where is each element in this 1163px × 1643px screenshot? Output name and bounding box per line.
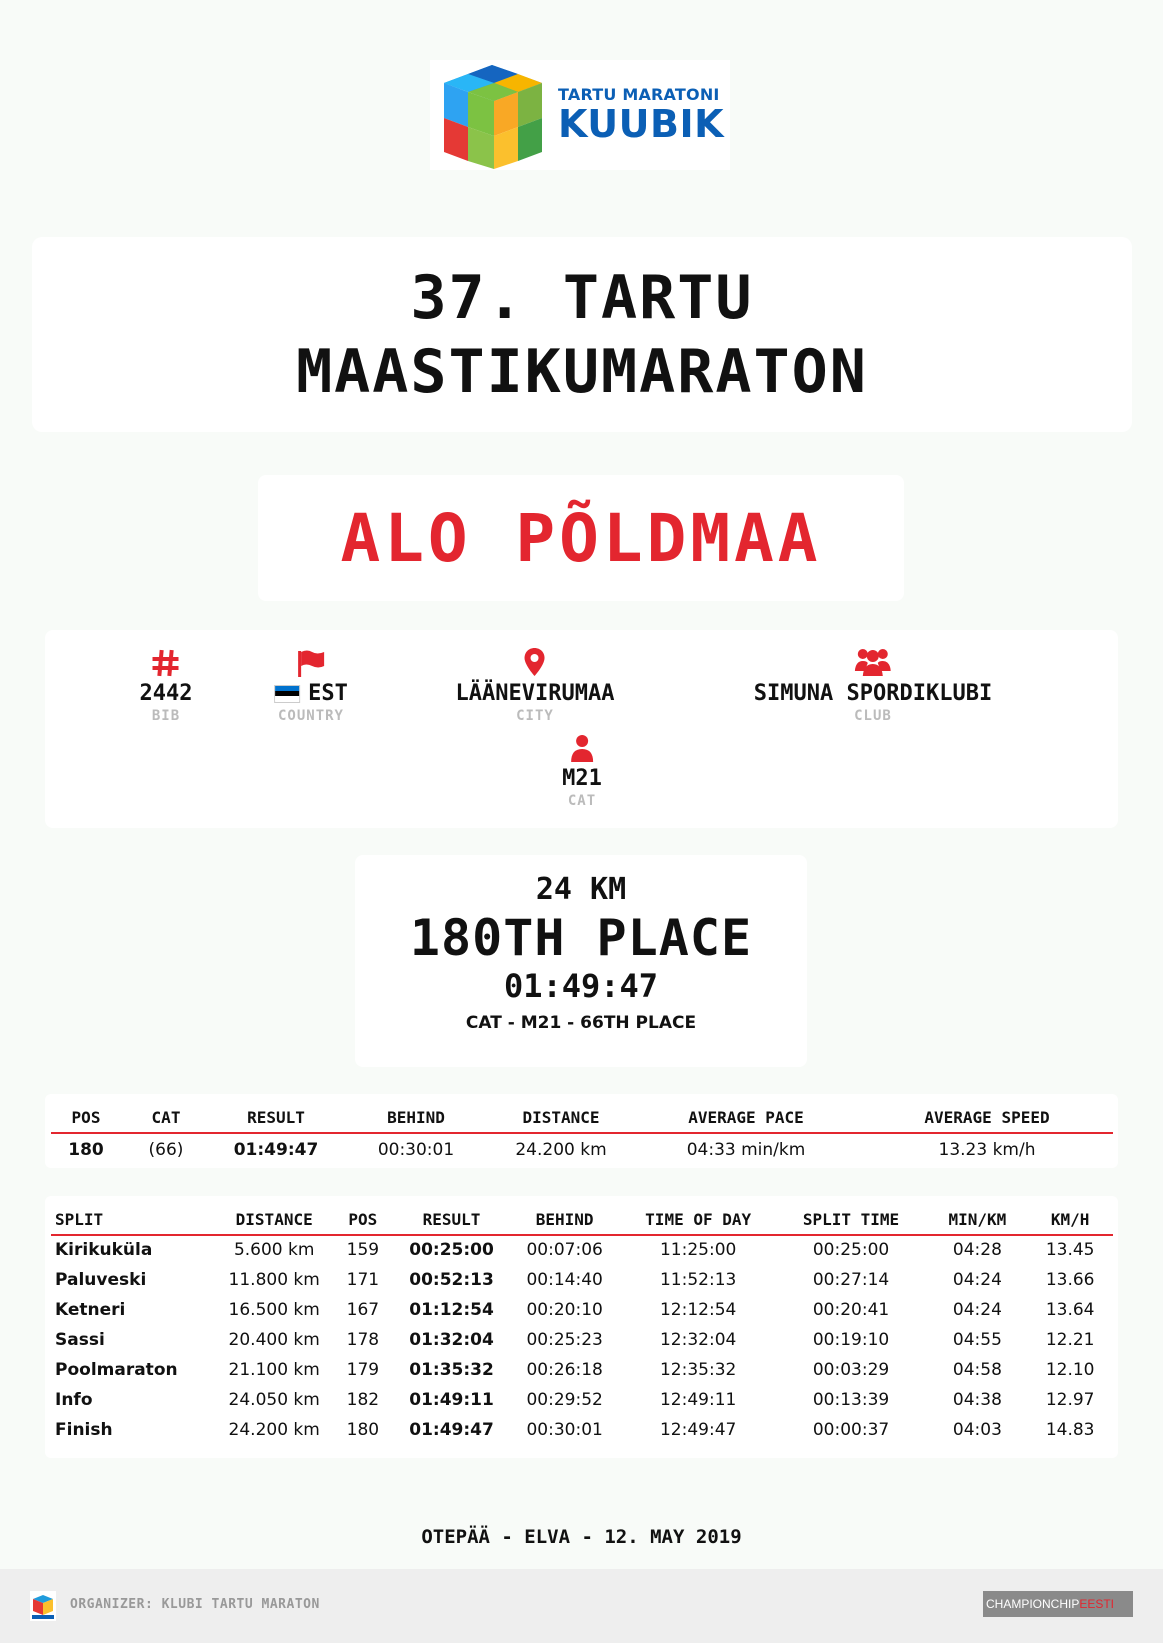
- split-row: [51, 1296, 1113, 1326]
- split-min-km: 04:38: [952, 1390, 1002, 1410]
- splits-header-row: [51, 1204, 1113, 1235]
- splits-header: POS: [330, 1204, 395, 1235]
- race-distance: 24 KM: [535, 872, 627, 907]
- athlete-name: ALO PÕLDMAA: [340, 499, 822, 577]
- split-split-time: 00:13:39: [812, 1390, 890, 1410]
- summary-header: POS: [51, 1102, 121, 1133]
- athlete-info: [45, 630, 1118, 828]
- race-logo: [430, 60, 730, 170]
- split-min-km: 04:24: [952, 1300, 1002, 1320]
- split-result: 01:12:54: [409, 1300, 494, 1320]
- split-behind: 00:14:40: [526, 1270, 603, 1290]
- split-pos: 159: [346, 1240, 380, 1260]
- split-name: Paluveski: [55, 1270, 147, 1290]
- city-label: CITY: [516, 708, 554, 724]
- summary-row: [51, 1133, 1113, 1166]
- split-km-h: 13.66: [1045, 1270, 1095, 1290]
- split-km-h: 13.64: [1045, 1300, 1095, 1320]
- summary-cell: 01:49:47: [233, 1140, 319, 1160]
- country-code: EST: [308, 681, 348, 706]
- split-result: 01:35:32: [409, 1360, 494, 1380]
- split-behind: 00:20:10: [526, 1300, 603, 1320]
- flag-icon: [296, 649, 326, 677]
- split-km-h: 12.97: [1045, 1390, 1095, 1410]
- splits-body: [51, 1235, 1113, 1446]
- championchip-text: CHAMPIONCHIP: [986, 1597, 1080, 1611]
- splits-header: MIN/KM: [927, 1204, 1027, 1235]
- club-value: SIMUNA SPORDIKLUBI: [753, 681, 993, 706]
- split-split-time: 00:03:29: [812, 1360, 890, 1380]
- split-min-km: 04:55: [952, 1330, 1002, 1350]
- split-split-time: 00:27:14: [812, 1270, 890, 1290]
- splits-header: SPLIT TIME: [775, 1204, 928, 1235]
- mini-cube-logo-icon: [30, 1591, 56, 1621]
- split-behind: 00:29:52: [526, 1390, 603, 1410]
- split-name: Ketneri: [55, 1300, 126, 1320]
- cat-label: CAT: [567, 793, 597, 809]
- summary-table-box: [45, 1094, 1118, 1168]
- bib-value: 2442: [139, 681, 193, 706]
- split-name: Info: [55, 1390, 93, 1410]
- summary-cell: 180: [68, 1140, 104, 1160]
- split-split-time: 00:00:37: [812, 1420, 890, 1440]
- split-time-of-day: 11:25:00: [659, 1240, 737, 1260]
- split-row: [51, 1356, 1113, 1386]
- split-time-of-day: 12:49:11: [659, 1390, 737, 1410]
- split-distance: 24.200 km: [228, 1420, 320, 1440]
- split-distance: 5.600 km: [233, 1240, 315, 1260]
- split-name: Kirikuküla: [55, 1240, 153, 1260]
- summary-cell: 04:33 min/km: [686, 1140, 806, 1160]
- hash-icon: [153, 649, 179, 677]
- summary-cell: 00:30:01: [377, 1140, 455, 1160]
- split-time-of-day: 12:12:54: [659, 1300, 737, 1320]
- summary-header: AVERAGE PACE: [631, 1102, 861, 1133]
- bib-label: BIB: [151, 708, 181, 724]
- logo-line2: KUUBIK: [558, 102, 725, 146]
- split-pos: 167: [346, 1300, 380, 1320]
- split-distance: 11.800 km: [228, 1270, 320, 1290]
- split-behind: 00:30:01: [526, 1420, 603, 1440]
- splits-header: BEHIND: [508, 1204, 622, 1235]
- overall-place: 180TH PLACE: [409, 909, 753, 967]
- event-title: [32, 237, 1132, 432]
- split-row: [51, 1386, 1113, 1416]
- split-time-of-day: 11:52:13: [659, 1270, 737, 1290]
- championchip-eesti: EESTI: [1079, 1597, 1115, 1611]
- summary-cell: (66): [148, 1140, 184, 1160]
- split-result: 01:32:04: [409, 1330, 494, 1350]
- summary-cell: 24.200 km: [515, 1140, 607, 1160]
- split-distance: 16.500 km: [228, 1300, 320, 1320]
- page-footer: [0, 1569, 1163, 1643]
- split-result: 00:25:00: [409, 1240, 494, 1260]
- split-behind: 00:07:06: [526, 1240, 603, 1260]
- split-pos: 178: [346, 1330, 380, 1350]
- split-split-time: 00:20:41: [812, 1300, 890, 1320]
- split-min-km: 04:24: [952, 1270, 1002, 1290]
- summary-header-row: [51, 1102, 1113, 1133]
- split-time-of-day: 12:32:04: [659, 1330, 737, 1350]
- split-name: Sassi: [55, 1330, 105, 1350]
- split-km-h: 13.45: [1045, 1240, 1095, 1260]
- split-km-h: 12.10: [1045, 1360, 1095, 1380]
- split-name: Poolmaraton: [55, 1360, 178, 1380]
- split-split-time: 00:25:00: [812, 1240, 890, 1260]
- logo-line1: TARTU MARATONI: [558, 85, 720, 104]
- split-result: 01:49:47: [409, 1420, 494, 1440]
- split-time-of-day: 12:35:32: [659, 1360, 737, 1380]
- split-pos: 171: [346, 1270, 380, 1290]
- split-distance: 20.400 km: [228, 1330, 320, 1350]
- split-row: [51, 1416, 1113, 1446]
- split-pos: 179: [346, 1360, 380, 1380]
- split-pos: 182: [346, 1390, 380, 1410]
- summary-header: DISTANCE: [491, 1102, 631, 1133]
- summary-header: BEHIND: [341, 1102, 491, 1133]
- users-icon: [855, 647, 891, 677]
- organizer-text: ORGANIZER: KLUBI TARTU MARATON: [70, 1597, 320, 1612]
- split-name: Finish: [55, 1420, 113, 1440]
- splits-table: [51, 1204, 1113, 1446]
- summary-table: [51, 1102, 1113, 1166]
- result-summary: [355, 855, 807, 1067]
- country-label: COUNTRY: [277, 708, 344, 724]
- split-min-km: 04:03: [952, 1420, 1002, 1440]
- splits-header: RESULT: [395, 1204, 507, 1235]
- split-km-h: 14.83: [1045, 1420, 1095, 1440]
- split-result: 01:49:11: [409, 1390, 494, 1410]
- summary-header: AVERAGE SPEED: [861, 1102, 1113, 1133]
- estonia-flag-icon: [274, 685, 300, 703]
- bib-item: [140, 645, 193, 724]
- category-place: CAT - M21 - 66TH PLACE: [465, 1013, 697, 1033]
- map-marker-icon: [524, 647, 546, 677]
- championchip-logo: [983, 1591, 1133, 1617]
- event-location-date: OTEPÄÄ - ELVA - 12. MAY 2019: [421, 1526, 742, 1548]
- splits-header: SPLIT: [51, 1204, 218, 1235]
- split-row: [51, 1266, 1113, 1296]
- cube-logo-icon: [434, 61, 552, 169]
- club-item: [754, 645, 992, 724]
- event-title-line2: MAASTIKUMARATON: [296, 336, 868, 407]
- split-km-h: 12.21: [1045, 1330, 1095, 1350]
- splits-header: DISTANCE: [218, 1204, 330, 1235]
- country-value: [274, 681, 348, 706]
- split-row: [51, 1235, 1113, 1266]
- summary-header: RESULT: [211, 1102, 341, 1133]
- split-behind: 00:25:23: [526, 1330, 603, 1350]
- user-icon: [570, 734, 594, 762]
- event-title-line1: 37. TARTU: [410, 262, 754, 333]
- summary-header: CAT: [121, 1102, 211, 1133]
- club-label: CLUB: [854, 708, 892, 724]
- athlete-name-box: [258, 475, 904, 601]
- split-distance: 21.100 km: [228, 1360, 320, 1380]
- split-distance: 24.050 km: [228, 1390, 320, 1410]
- cat-item: [562, 730, 602, 809]
- split-time-of-day: 12:49:47: [659, 1420, 737, 1440]
- split-split-time: 00:19:10: [812, 1330, 890, 1350]
- splits-table-box: [45, 1196, 1118, 1458]
- split-result: 00:52:13: [409, 1270, 494, 1290]
- split-min-km: 04:28: [952, 1240, 1002, 1260]
- city-value: LÄÄNEVIRUMAA: [455, 681, 615, 706]
- split-row: [51, 1326, 1113, 1356]
- split-pos: 180: [346, 1420, 380, 1440]
- split-behind: 00:26:18: [526, 1360, 603, 1380]
- splits-header: KM/H: [1027, 1204, 1113, 1235]
- split-min-km: 04:58: [952, 1360, 1002, 1380]
- cat-value: M21: [562, 766, 602, 791]
- finish-time: 01:49:47: [503, 967, 659, 1005]
- country-item: [274, 645, 348, 724]
- splits-header: TIME OF DAY: [622, 1204, 775, 1235]
- city-item: [456, 645, 615, 724]
- summary-cell: 13.23 km/h: [938, 1140, 1036, 1160]
